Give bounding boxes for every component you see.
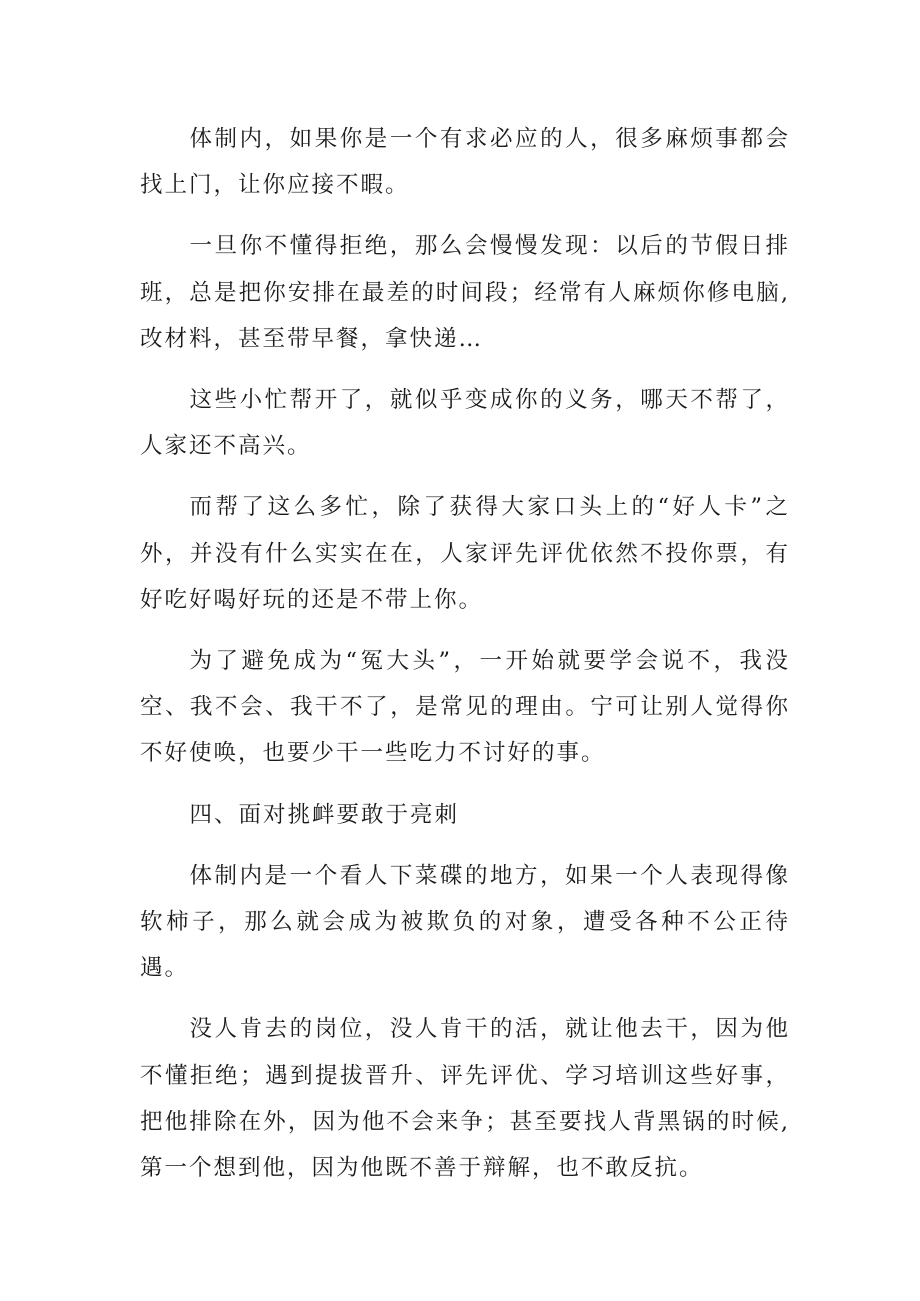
- paragraph: 体制内，如果你是一个有求必应的人，很多麻烦事都会找上门，让你应接不暇。: [140, 126, 790, 199]
- paragraph: 这些小忙帮开了，就似乎变成你的义务，哪天不帮了，人家还不高兴。: [140, 387, 790, 460]
- paragraph: 而帮了这么多忙，除了获得大家口头上的“好人卡”之外，并没有什么实实在在，人家评先评优依然不投你票，有好吃好喝好玩的还是不带上你。: [140, 494, 790, 613]
- paragraph: 没人肯去的岗位，没人肯干的活，就让他去干，因为他不懂拒绝；遇到提拔晋升、评先评优、学习培训这些好事，把他排除在外，因为他不会来争；甚至要找人背黑锅的时候,第一个想到他，因为他既不善于辩解，也不敢反抗。: [140, 1016, 790, 1182]
- document-body: [140, 116, 790, 1206]
- paragraph: 体制内是一个看人下菜碟的地方，如果一个人表现得像软柿子，那么就会成为被欺负的对象，遭受各种不公正待遇。: [140, 862, 790, 982]
- section-heading: 四、面对挑衅要敢于亮刺: [189, 801, 460, 828]
- paragraph: 为了避免成为“冤大头”，一开始就要学会说不，我没空、我不会、我干不了，是常见的理由。宁可让别人觉得你不好使唤，也要少干一些吃力不讨好的事。: [140, 648, 790, 767]
- paragraph: 一旦你不懂得拒绝，那么会慢慢发现：以后的节假日排班，总是把你安排在最差的时间段；经常有人麻烦你修电脑,改材料，甚至带早餐，拿快递…: [140, 233, 790, 352]
